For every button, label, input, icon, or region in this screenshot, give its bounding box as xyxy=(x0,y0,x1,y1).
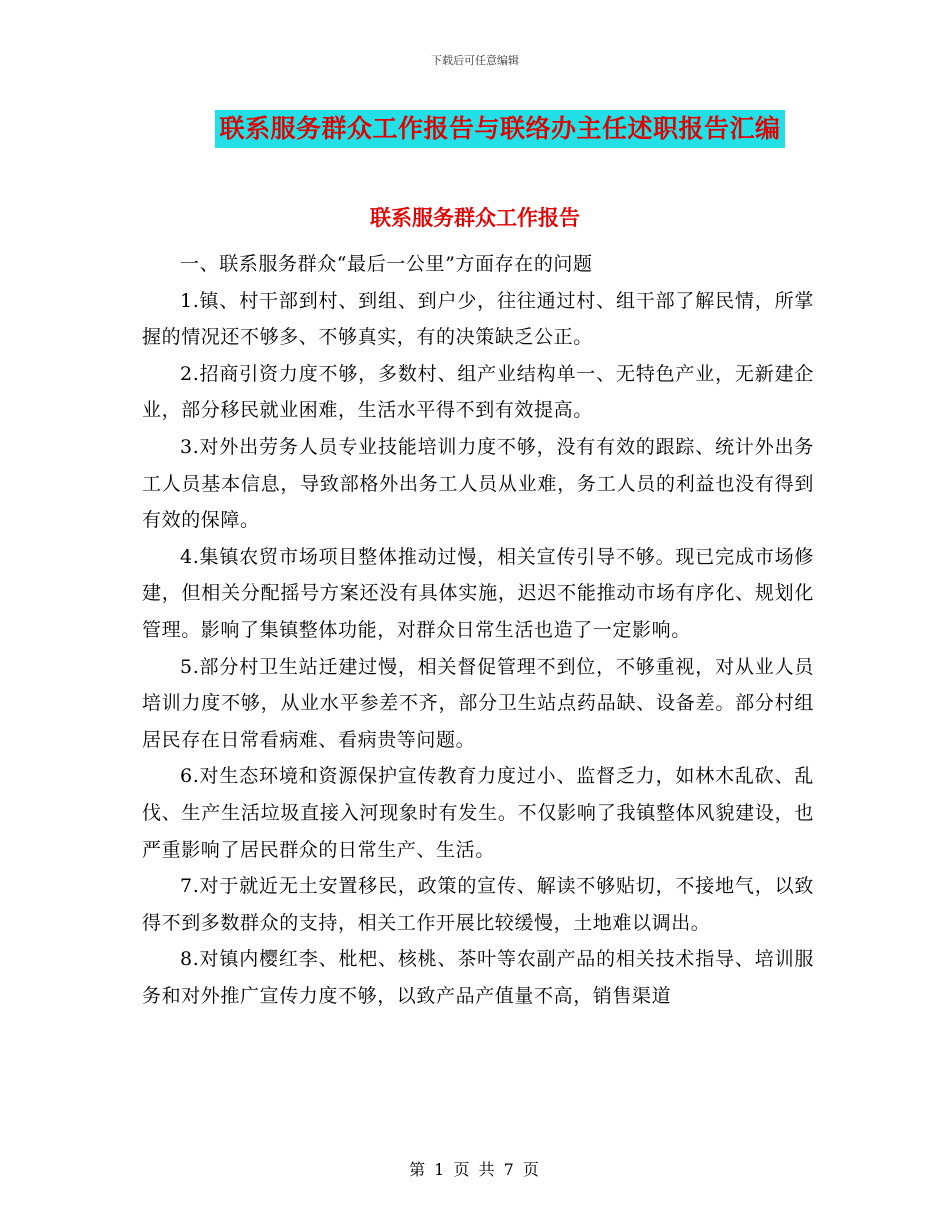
document-title: 联系服务群众工作报告与联络办主任述职报告汇编 xyxy=(215,110,784,148)
paragraph-2: 2.招商引资力度不够，多数村、组产业结构单一、无特色产业，无新建企业，部分移民就业困难，生活水平得不到有效提高。 xyxy=(142,362,814,422)
paragraph-3: 3.对外出劳务人员专业技能培训力度不够，没有有效的跟踪、统计外出务工人员基本信息，导致部格外出务工人员从业难，务工人员的利益也没有得到有效的保障。 xyxy=(142,435,814,532)
paragraph-5: 5.部分村卫生站迁建过慢，相关督促管理不到位，不够重视，对从业人员培训力度不够，从业水平参差不齐，部分卫生站点药品缺、设备差。部分村组居民存在日常看病难、看病贵等问题。 xyxy=(142,655,814,751)
paragraph-6: 6.对生态环境和资源保护宣传教育力度过小、监督乏力，如林木乱砍、乱伐、生产生活垃圾直接入河现象时有发生。不仅影响了我镇整体风貌建设，也严重影响了居民群众的日常生产、生活。 xyxy=(142,765,814,861)
paragraph-4: 4.集镇农贸市场项目整体推动过慢，相关宣传引导不够。现已完成市场修建，但相关分配摇号方案还没有具体实施，迟迟不能推动市场有序化、规划化管理。影响了集镇整体功能，对群众日常生活也造了一定影响。 xyxy=(142,545,814,641)
paragraph-7: 7.对于就近无土安置移民，政策的宣传、解读不够贴切，不接地气，以致得不到多数群众的支持，相关工作开展比较缓慢，土地难以调出。 xyxy=(142,875,814,934)
paragraph-1: 1.镇、村干部到村、到组、到户少，往往通过村、组干部了解民情，所掌握的情况还不够多、不够真实，有的决策缺乏公正。 xyxy=(142,289,814,349)
page-footer: 第 1 页 共 7 页 xyxy=(409,1160,541,1179)
document-body xyxy=(142,246,814,1014)
heading-problems: 一、联系服务群众“最后一公里”方面存在的问题 xyxy=(180,253,593,275)
page-header-note: 下载后可任意编辑 xyxy=(431,54,519,67)
document-title-container xyxy=(0,110,950,148)
section-title: 联系服务群众工作报告 xyxy=(370,205,580,230)
paragraph-8: 8.对镇内樱红李、枇杷、核桃、茶叶等农副产品的相关技术指导、培训服务和对外推广宣传力度不够，以致产品产值量不高，销售渠道 xyxy=(142,948,814,1007)
